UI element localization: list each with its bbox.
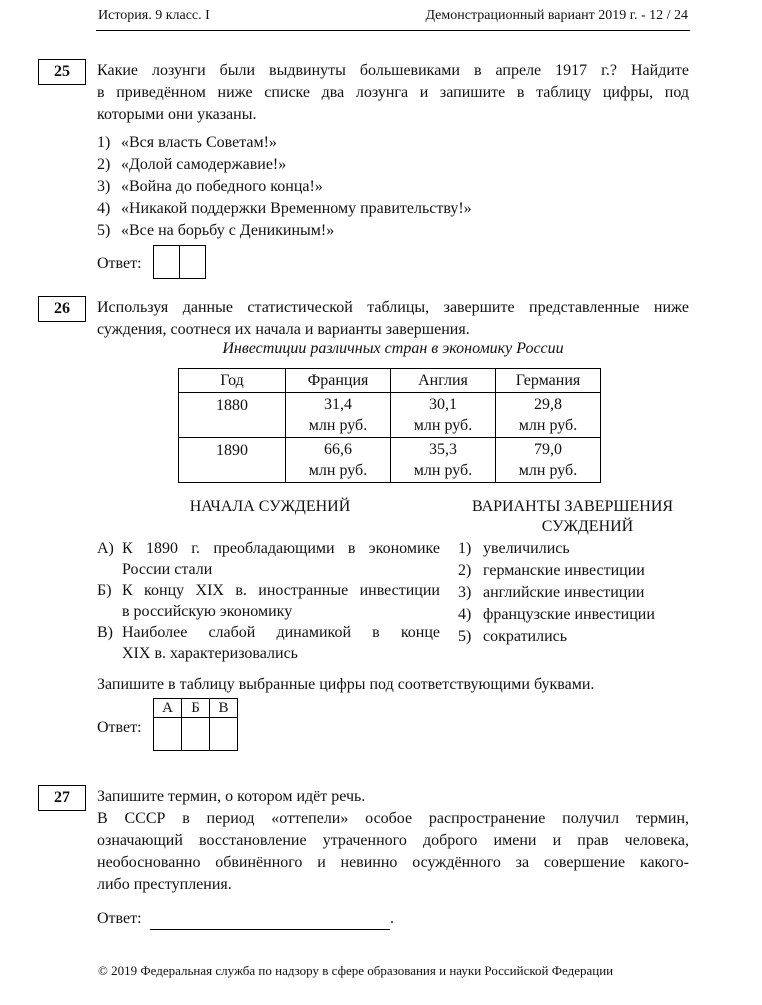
cell-value: 30,1 млн руб. [391,393,496,438]
judgment-start-a: А) К 1890 г. преобладающими в экономике России стали [97,540,440,578]
cell-value: 79,0 млн руб. [496,438,601,483]
answer-letter-a: А [154,699,182,718]
q27-answer-label: Ответ: [97,910,142,927]
q25-line-3: которыми они указаны. [97,106,257,123]
page-header [98,8,688,26]
q27-answer-end: . [390,910,394,927]
table-row [179,393,601,438]
q25-option-4: 4) «Никакой поддержки Временному правительству!» [97,200,472,217]
q26-line-2: суждения, соотнеся их начала и варианты завершения. [97,321,470,338]
q26-instruction: Запишите в таблицу выбранные цифры под соответствующими буквами. [97,676,595,693]
right-column-heading: ВАРИАНТЫ ЗАВЕРШЕНИЯ СУЖДЕНИЙ [471,498,674,535]
q27-answer-line[interactable] [150,908,390,930]
cell-value: 31,4 млн руб. [286,393,391,438]
judgment-start-b: Б) К концу XIX в. иностранные инвестиции в российскую экономику [97,582,440,620]
q25-option-5: 5) «Все на борьбу с Деникиным!» [97,222,335,239]
th-germany: Германия [496,369,601,393]
judgment-end-5: 5) сократились [458,628,568,645]
q26-answer-table [153,698,238,751]
q27-intro: Запишите термин, о котором идёт речь. [97,788,366,805]
left-column-heading: НАЧАЛА СУЖДЕНИЙ [189,498,351,515]
q25-line-2: в приведённом ниже списке два лозунга и запишите в таблицу цифры, под [97,84,689,101]
th-france: Франция [286,369,391,393]
th-year: Год [179,369,286,393]
judgment-end-1: 1) увеличились [458,540,570,557]
answer-cell-b[interactable] [182,718,210,751]
question-number-27: 27 [38,785,86,811]
question-25-text [97,60,689,126]
header-variant: Демонстрационный вариант 2019 г. - 12 / 24 [425,8,688,23]
question-27-text [97,786,689,896]
cell-year: 1880 [179,393,286,438]
header-subject: История. 9 класс. I [98,8,210,23]
q26-answer-label: Ответ: [97,719,142,736]
question-number-25: 25 [38,59,86,85]
q27-line-4: либо преступления. [97,876,232,893]
q25-option-1: 1) «Вся власть Советам!» [97,134,277,151]
table-caption: Инвестиции различных стран в экономику России [222,340,564,357]
q27-line-3: необоснованно обвинённого и невинно осуждённого за совершение какого- [97,854,689,871]
th-england: Англия [391,369,496,393]
cell-value: 66,6 млн руб. [286,438,391,483]
q27-line-1: В СССР в период «оттепели» особое распространение получил термин, [97,810,689,827]
q25-answer-label: Ответ: [97,255,142,272]
answer-cell-a[interactable] [154,718,182,751]
q25-line-1: Какие лозунги были выдвинуты большевиками в апреле 1917 г.? Найдите [97,62,689,79]
q26-line-1: Используя данные статистической таблицы, завершите представленные ниже [97,299,689,316]
q27-line-2: означающий восстановление утраченного доброго имени и прав человека, [97,832,689,849]
judgment-start-c: В) Наиболее слабой динамикой в конце XIX в. характеризовались [97,624,440,662]
judgment-end-4: 4) французские инвестиции [458,606,655,623]
answer-letter-b: Б [182,699,210,718]
cell-value: 35,3 млн руб. [391,438,496,483]
judgment-end-3: 3) английские инвестиции [458,584,645,601]
investment-table [178,368,601,483]
q25-option-2: 2) «Долой самодержавие!» [97,156,287,173]
cell-value: 29,8 млн руб. [496,393,601,438]
answer-cell-c[interactable] [210,718,238,751]
q25-answer-cell-1[interactable] [153,245,180,279]
table-row [179,438,601,483]
header-rule [96,30,690,31]
judgment-end-2: 2) германские инвестиции [458,562,645,579]
cell-year: 1890 [179,438,286,483]
question-number-26: 26 [38,296,86,322]
q25-option-3: 3) «Война до победного конца!» [97,178,323,195]
q25-answer-cell-2[interactable] [179,245,206,279]
page-footer: © 2019 Федеральная служба по надзору в сфере образования и науки Российской Федерации [98,963,614,978]
answer-letter-c: В [210,699,238,718]
question-26-text [97,297,689,341]
